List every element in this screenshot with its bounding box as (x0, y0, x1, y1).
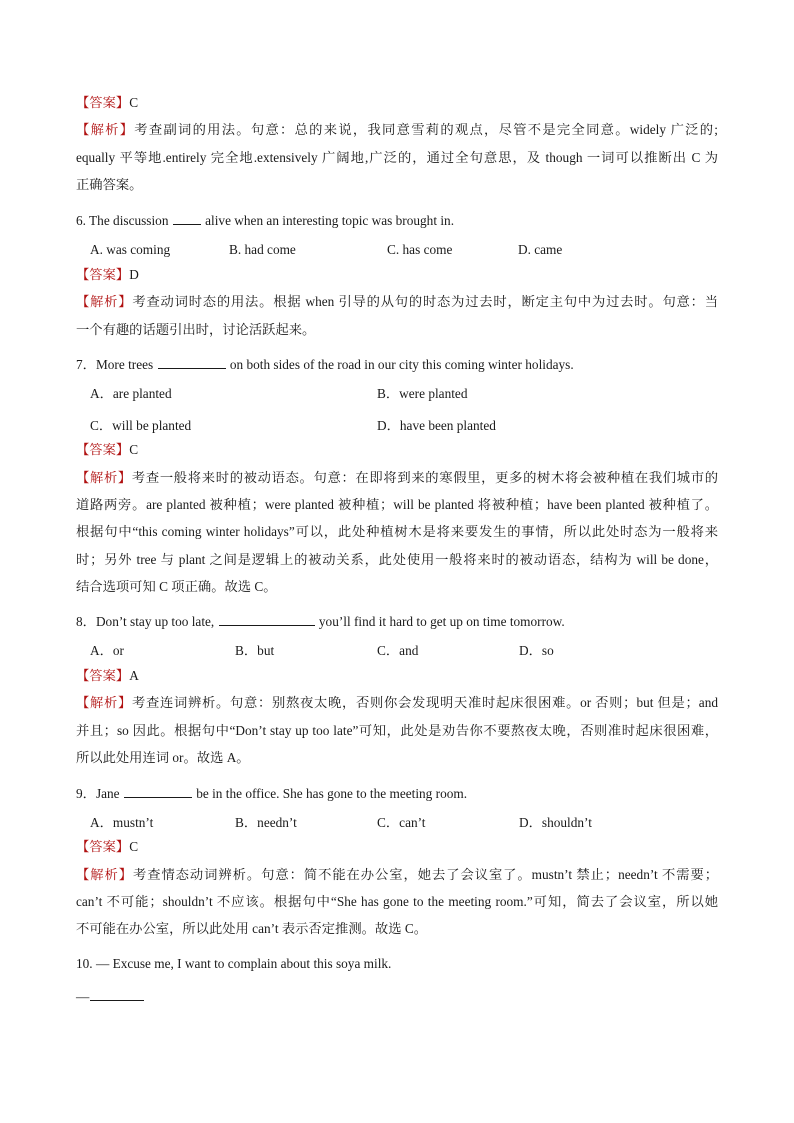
option-a: A．are planted (90, 386, 172, 401)
answer-line: 【答案】A (76, 668, 139, 683)
analysis-line: 根据句中“this coming winter holidays”可以，此处种植树木是将来要发生的事情，所以此处时态为一般将来 (76, 524, 718, 539)
analysis-line: 道路两旁。are planted 被种植；were planted 被种植；will be planted 将被种植；have been planted 被种植了。 (76, 497, 718, 512)
answer-label: 【答案】 (76, 95, 130, 110)
answer-blank (90, 988, 144, 1001)
option-c: C. has come (387, 242, 453, 257)
analysis-line: can’t 不可能；shouldn’t 不应该。根据句中“She has gone to the meeting room.”可知，简去了会议室，所以她 (76, 894, 718, 909)
answer-value: C (129, 95, 139, 110)
question-stem: 9．Jane be in the office. She has gone to the meeting room. (76, 786, 468, 801)
reply-line: — (76, 988, 145, 1003)
analysis-line: 一个有趣的话题引出时，讨论活跃起来。 (76, 322, 316, 337)
analysis-line: 【解析】考查动词时态的用法。根据 when 引导的从句的时态为过去时，断定主句中为过去时。句意：当 (76, 294, 719, 309)
analysis-line: 时；另外 tree 与 plant 之间是逻辑上的被动关系，此处使用一般将来时的被动语态，结构为 will be done， (76, 552, 718, 567)
answer-blank (219, 613, 315, 626)
option-d: D．have been planted (377, 418, 496, 433)
question-stem: 6. The discussion alive when an interesting topic was brought in. (76, 213, 455, 228)
option-b: B．needn’t (235, 815, 297, 830)
option-c: C．can’t (377, 815, 426, 830)
option-a: A．or (90, 643, 124, 658)
answer-blank (173, 212, 201, 225)
answer-blank (124, 785, 192, 798)
analysis-line: 【解析】考查情态动词辨析。句意：简不能在办公室，她去了会议室了。mustn’t 禁止；needn’t 不需要； (76, 867, 719, 882)
answer-line: 【答案】C (76, 839, 139, 854)
option-b: B．but (235, 643, 275, 658)
analysis-line: 结合选项可知 C 项正确。故选 C。 (76, 579, 277, 594)
analysis-line: 所以此处用连词 or。故选 A。 (76, 750, 250, 765)
analysis-line: 并且；so 因此。根据句中“Don’t stay up too late”可知，此处是劝告你不要熬夜太晚，否则准时起床很困难， (76, 723, 718, 738)
option-c: C．and (377, 643, 419, 658)
question-stem: 7．More trees on both sides of the road in our city this coming winter holidays. (76, 357, 574, 372)
option-d: D．so (519, 643, 554, 658)
option-c: C．will be planted (90, 418, 192, 433)
option-b: B．were planted (377, 386, 468, 401)
option-a: A. was coming (90, 242, 171, 257)
analysis-line: 【解析】考查副词的用法。句意：总的来说，我同意雪莉的观点，尽管不是完全同意。widely 广泛的; (76, 122, 718, 137)
option-d: D．shouldn’t (519, 815, 592, 830)
question-stem: 8．Don’t stay up too late, you’ll find it hard to get up on time tomorrow. (76, 614, 565, 629)
answer-line: 【答案】C (76, 442, 139, 457)
option-a: A．mustn’t (90, 815, 154, 830)
answer-line: 【答案】D (76, 267, 139, 282)
analysis-line: equally 平等地.entirely 完全地.extensively 广阔地,广泛的，通过全句意思，及 though 一词可以推断出 C 为 (76, 150, 718, 165)
question-stem: 10. — Excuse me, I want to complain about this soya milk. (76, 956, 392, 971)
option-b: B. had come (229, 242, 296, 257)
analysis-line: 正确答案。 (76, 177, 143, 192)
answer-blank (158, 356, 226, 369)
option-d: D. came (518, 242, 563, 257)
analysis-line: 【解析】考查一般将来时的被动语态。句意：在即将到来的寒假里，更多的树木将会被种植在我们城市的 (76, 470, 719, 485)
analysis-label: 【解析】 (76, 122, 135, 137)
answer-line (76, 96, 138, 109)
analysis-line: 【解析】考查连词辨析。句意：别熬夜太晚，否则你会发现明天准时起床很困难。or 否则；but 但是；and (76, 695, 718, 710)
analysis-line: 不可能在办公室，所以此处用 can’t 表示否定推测。故选 C。 (76, 921, 428, 936)
